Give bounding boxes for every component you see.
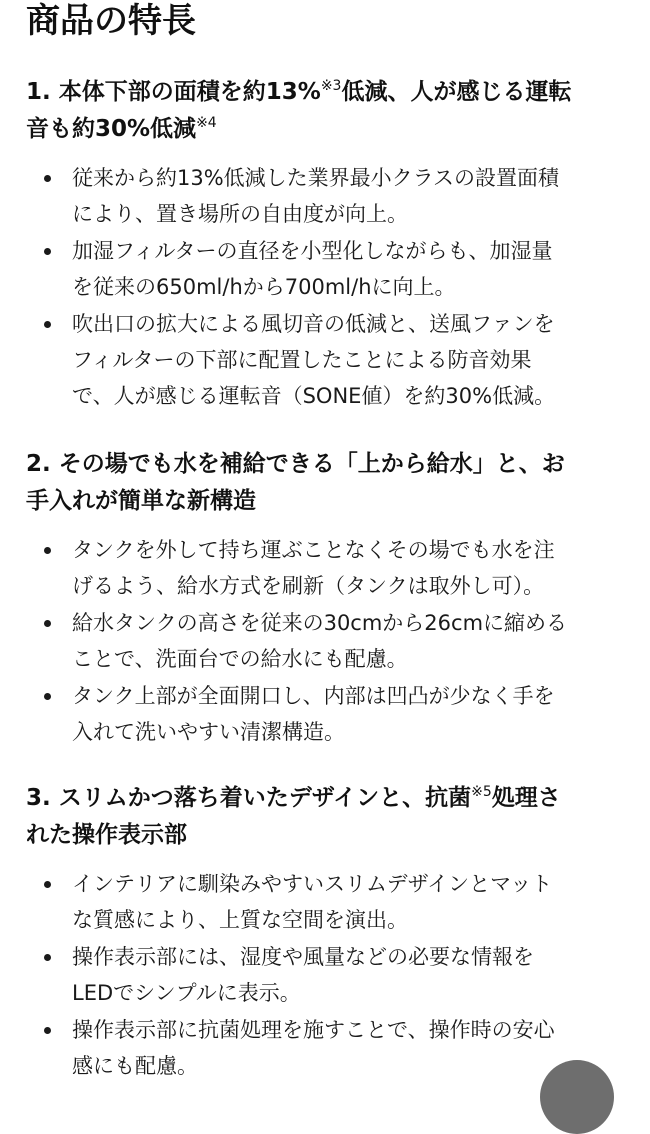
bullet-icon bbox=[44, 547, 51, 554]
section-3-list bbox=[0, 866, 650, 1085]
footnote-ref: ※4 bbox=[196, 115, 217, 131]
list-item: 操作表示部には、湿度や風量などの必要な情報を LEDでシンプルに表示。 bbox=[0, 939, 650, 1011]
bullet-icon bbox=[44, 881, 51, 888]
bullet-icon bbox=[44, 620, 51, 627]
section-2-heading-line-2: 手入れが簡単な新構造 bbox=[26, 488, 256, 514]
list-item: 加湿フィルターの直径を小型化しながらも、加湿量 を従来の650ml/hから700ml/hに向上。 bbox=[0, 233, 650, 305]
bullet-icon bbox=[44, 1027, 51, 1034]
list-item: 従来から約13%低減した業界最小クラスの設置面積 により、置き場所の自由度が向上。 bbox=[0, 160, 650, 232]
bullet-icon bbox=[44, 321, 51, 328]
bullet-icon bbox=[44, 693, 51, 700]
bullet-icon bbox=[44, 175, 51, 182]
list-item: タンクを外して持ち運ぶことなくその場でも水を注 げるよう、給水方式を刷新（タンクは取外し可）。 bbox=[0, 532, 650, 604]
list-item: 操作表示部に抗菌処理を施すことで、操作時の安心 感にも配慮。 bbox=[0, 1012, 650, 1084]
list-item: タンク上部が全面開口し、内部は凹凸が少なく手を 入れて洗いやすい清潔構造。 bbox=[0, 678, 650, 750]
page-title: 商品の特長 bbox=[26, 1, 196, 41]
section-3-heading-line-1: 3. スリムかつ落ち着いたデザインと、抗菌$^{※5}$処理さ bbox=[26, 784, 561, 811]
bullet-icon bbox=[44, 954, 51, 961]
bullet-icon bbox=[44, 248, 51, 255]
list-item: インテリアに馴染みやすいスリムデザインとマット な質感により、上質な空間を演出。 bbox=[0, 866, 650, 938]
list-item: 吹出口の拡大による風切音の低減と、送風ファンを フィルターの下部に配置したことによる防音効果 で、人が感じる運転音（SONE値）を約30%低減。 bbox=[0, 306, 650, 414]
section-1-heading-line-1: 1. 本体下部の面積を約13%$^{※3}$低減、人が感じる運転 bbox=[26, 78, 572, 105]
section-1-heading bbox=[26, 74, 626, 148]
footnote-ref: ※3 bbox=[320, 78, 342, 94]
section-1-heading-line-2: 音も約30%低減$^{※4}$ bbox=[26, 115, 217, 142]
section-3-heading bbox=[26, 780, 626, 854]
section-2-heading bbox=[26, 446, 626, 520]
section-2-heading-line-1: 2. その場でも水を補給できる「上から給水」と、お bbox=[26, 451, 565, 477]
section-2-list bbox=[0, 532, 650, 751]
list-item: 給水タンクの高さを従来の30cmから26cmに縮める ことで、洗面台での給水にも配慮。 bbox=[0, 605, 650, 677]
scroll-to-top-button[interactable] bbox=[540, 1060, 614, 1134]
section-3-heading-line-2: れた操作表示部 bbox=[26, 822, 187, 848]
section-1-list bbox=[0, 160, 650, 415]
footnote-ref: ※5 bbox=[471, 784, 492, 800]
